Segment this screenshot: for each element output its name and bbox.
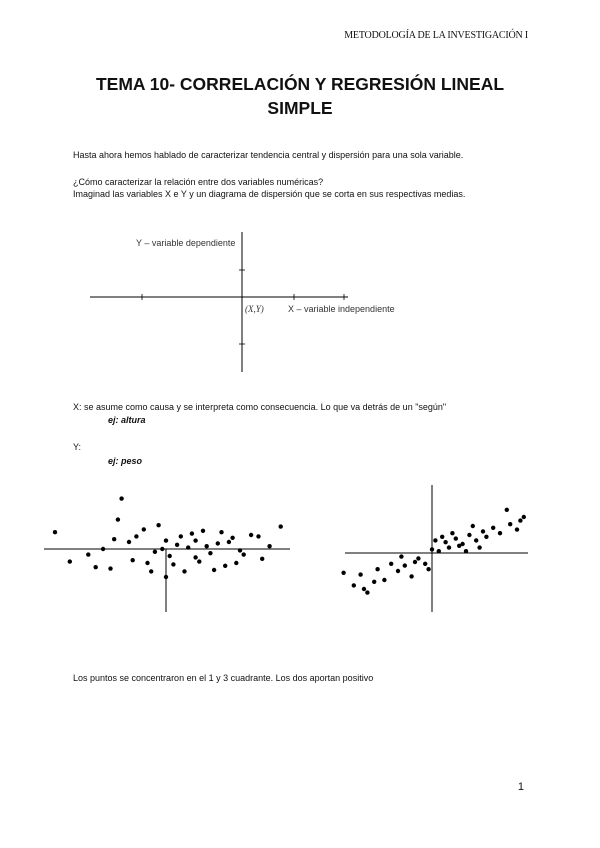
right-scatter-point	[457, 544, 461, 548]
left-scatter-point	[193, 555, 197, 559]
y-example: ej: peso	[108, 456, 143, 466]
left-scatter-point	[216, 541, 220, 545]
right-scatter-point	[341, 571, 345, 575]
right-scatter-point	[423, 562, 427, 566]
x-example: ej: altura	[108, 415, 146, 425]
right-scatter-point	[372, 580, 376, 584]
page-title	[60, 72, 540, 120]
right-scatter-point	[484, 535, 488, 539]
right-scatter-point	[362, 587, 366, 591]
left-scatter-point	[227, 540, 231, 544]
right-scatter-point	[477, 545, 481, 549]
right-scatter-point	[396, 569, 400, 573]
left-scatter-point	[86, 552, 90, 556]
right-scatter-point	[522, 515, 526, 519]
right-scatter-point	[358, 572, 362, 576]
left-scatter-point	[238, 548, 242, 552]
left-scatter-point	[108, 566, 112, 570]
left-scatter-point	[134, 534, 138, 538]
left-scatter-point	[242, 552, 246, 556]
running-header: METODOLOGÍA DE LA INVESTIGACIÓN I	[344, 30, 528, 41]
left-scatter-point	[156, 523, 160, 527]
left-scatter-point	[179, 534, 183, 538]
left-scatter-point	[119, 496, 123, 500]
right-scatter-point	[481, 529, 485, 533]
imagine-paragraph: Imaginad las variables X e Y y un diagrama de dispersión que se corta en sus respectivas medias.	[73, 189, 466, 199]
left-scatter-point	[168, 554, 172, 558]
right-scatter-point	[460, 542, 464, 546]
left-scatter-point	[164, 575, 168, 579]
right-scatter-point	[382, 578, 386, 582]
left-scatter-point	[164, 538, 168, 542]
title-line-2: SIMPLE	[267, 98, 333, 118]
left-scatter-point	[186, 545, 190, 549]
left-scatter-point	[142, 527, 146, 531]
left-scatter-point	[234, 561, 238, 565]
left-scatter-point	[249, 533, 253, 537]
right-scatter-point	[454, 536, 458, 540]
right-scatter-point	[474, 538, 478, 542]
left-scatter-point	[160, 547, 164, 551]
left-scatter-point	[153, 550, 157, 554]
left-scatter-point	[116, 517, 120, 521]
right-scatter-point	[352, 583, 356, 587]
left-scatter-point	[223, 564, 227, 568]
right-scatter-point	[440, 535, 444, 539]
right-scatter-point	[447, 545, 451, 549]
right-scatter-point	[464, 549, 468, 553]
left-scatter-point	[112, 537, 116, 541]
right-scatter-point	[491, 526, 495, 530]
right-scatter-point	[413, 560, 417, 564]
right-scatter-point	[433, 538, 437, 542]
left-scatter-point	[190, 531, 194, 535]
right-scatter-point	[518, 518, 522, 522]
left-scatter-point	[94, 565, 98, 569]
left-scatter-point	[208, 551, 212, 555]
left-scatter-point	[101, 547, 105, 551]
right-scatter-point	[416, 556, 420, 560]
right-scatter-point	[508, 522, 512, 526]
right-scatter-point	[403, 563, 407, 567]
left-scatter-point	[131, 558, 135, 562]
right-scatter-point	[389, 562, 393, 566]
right-scatter-point	[515, 527, 519, 531]
origin-label: (X,Y)	[245, 304, 264, 314]
y-definition: Y:	[73, 442, 82, 452]
intro-paragraph: Hasta ahora hemos hablado de caracterizar tendencia central y dispersión para una sola variable.	[73, 150, 464, 160]
right-scatter-point	[375, 567, 379, 571]
left-scatter-point	[127, 540, 131, 544]
left-scatter-point	[212, 568, 216, 572]
left-scatter-point	[197, 559, 201, 563]
left-scatter-points	[53, 496, 283, 579]
left-scatter-point	[171, 562, 175, 566]
left-scatter-point	[260, 557, 264, 561]
left-scatter-point	[53, 530, 57, 534]
conclusion-paragraph: Los puntos se concentraron en el 1 y 3 cuadrante. Los dos aportan positivo	[73, 673, 374, 683]
left-scatter-point	[145, 561, 149, 565]
page-number: 1	[517, 781, 524, 793]
left-scatter-point	[68, 559, 72, 563]
right-scatter-point	[399, 554, 403, 558]
right-scatter-points	[341, 508, 526, 595]
left-scatter-point	[256, 534, 260, 538]
left-scatter-point	[205, 544, 209, 548]
right-scatter-point	[443, 540, 447, 544]
left-scatter-point	[193, 538, 197, 542]
right-scatter-point	[365, 590, 369, 594]
right-scatter-point	[409, 574, 413, 578]
left-scatter-point	[175, 543, 179, 547]
left-scatter-point	[230, 536, 234, 540]
left-scatter-point	[279, 524, 283, 528]
right-scatter-point	[426, 567, 430, 571]
left-scatter-point	[182, 569, 186, 573]
right-scatter-point	[437, 549, 441, 553]
x-axis-label: X – variable independiente	[288, 304, 395, 314]
left-scatter-point	[149, 569, 153, 573]
right-scatter-point	[471, 524, 475, 528]
x-definition: X: se asume como causa y se interpreta como consecuencia. Lo que va detrás de un "según"	[73, 402, 447, 412]
right-scatter-point	[430, 547, 434, 551]
right-scatter-point	[450, 531, 454, 535]
left-scatter-point	[219, 530, 223, 534]
left-scatter-point	[267, 544, 271, 548]
right-scatter-point	[505, 508, 509, 512]
left-scatter-point	[201, 529, 205, 533]
right-scatter-point	[467, 533, 471, 537]
y-axis-label: Y – variable dependiente	[136, 238, 236, 248]
right-scatter-point	[498, 531, 502, 535]
question-paragraph: ¿Cómo caracterizar la relación entre dos variables numéricas?	[73, 177, 324, 187]
title-line-1: TEMA 10- CORRELACIÓN Y REGRESIÓN LINEAL	[95, 74, 505, 94]
